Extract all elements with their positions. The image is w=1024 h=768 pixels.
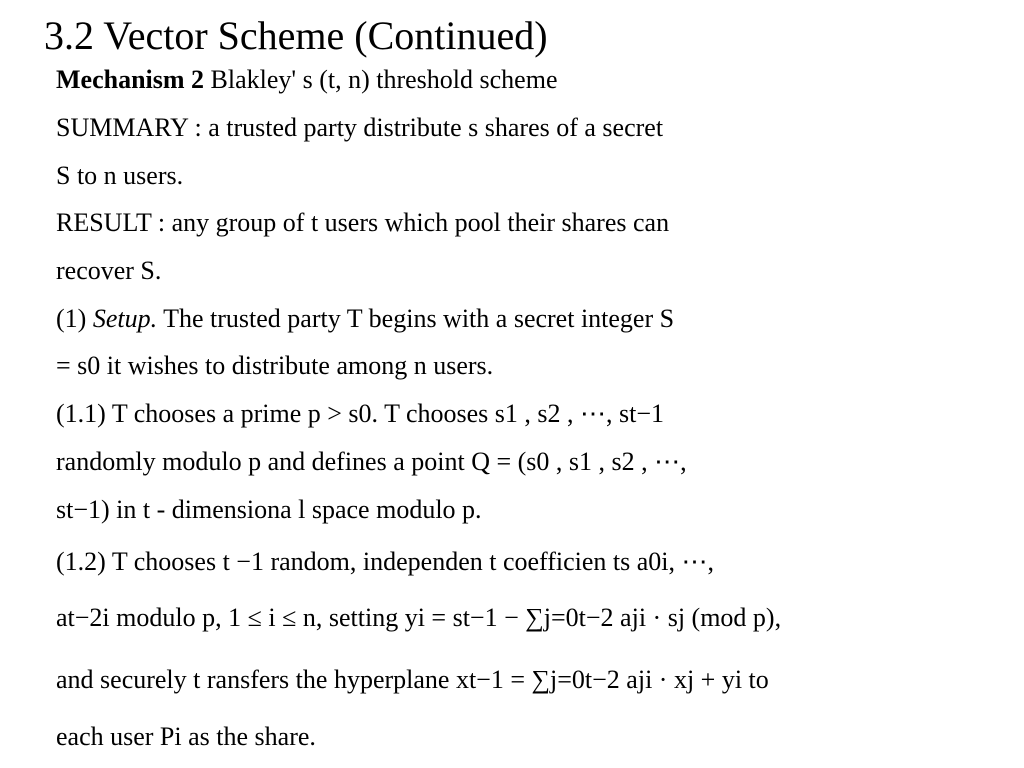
summary-line-2: S to n users. [56,161,184,190]
setup-text: The trusted party T begins with a secret integer S [163,304,675,333]
setup-label: Setup. [92,304,158,333]
result-line: RESULT : any group of t users which pool their shares can [56,208,670,237]
step-1-2-line: (1.2) T chooses t −1 random, independen t coefficien ts a0i, ⋯, [56,547,715,576]
mechanism-text: Blakley' s (t, n) threshold scheme [210,65,558,94]
share-line: each user Pi as the share. [56,722,316,751]
mechanism-label: Mechanism 2 [56,65,205,94]
setup-line-2: = s0 it wishes to distribute among n users. [56,351,494,380]
summary-line: SUMMARY : a trusted party distribute s shares of a secret [56,113,664,142]
step-1-2-line-2: at−2i modulo p, 1 ≤ i ≤ n, setting yi = st−1 − ∑j=0t−2 aji · sj (mod p), [56,603,782,632]
mechanism-line [56,63,557,97]
result-line-2: recover S. [56,256,162,285]
step-1-1-line-2: randomly modulo p and defines a point Q = (s0 , s1 , s2 , ⋯, [56,447,687,476]
step-1-1-line-3: st−1) in t - dimensiona l space modulo p. [56,495,482,524]
setup-number: (1) [56,304,87,333]
slide-title: 3.2 Vector Scheme (Continued) [44,13,548,58]
step-1-1-line: (1.1) T chooses a prime p > s0. T chooses s1 , s2 , ⋯, st−1 [56,399,665,428]
hyperplane-line: and securely t ransfers the hyperplane xt−1 = ∑j=0t−2 aji · xj + yi to [56,665,769,694]
setup-line [56,302,674,336]
